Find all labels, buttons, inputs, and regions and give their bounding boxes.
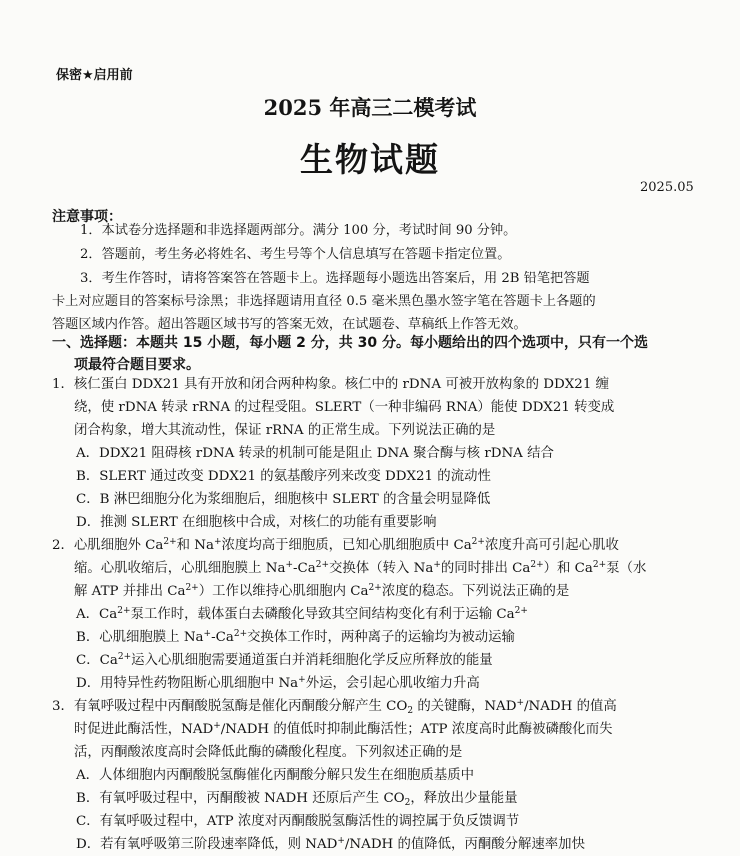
- q1-stem-line-2: 绕，使 rDNA 转录 rRNA 的过程受阻。SLERT（一种非编码 RNA）能使 DDX21 转变成: [74, 400, 615, 415]
- subject-title: 生物试题: [300, 140, 440, 179]
- q2-option-d: D．用特异性药物阻断心肌细胞中 Na+外运，会引起心肌收缩力升高: [76, 675, 480, 691]
- q2-option-b: B．心肌细胞膜上 $Na^+-Ca^{2+}$交换体工作时，两种离子的运输均为被动运输: [76, 629, 515, 645]
- q1-stem-line-3: 闭合构象，增大其流动性，保证 rRNA 的正常生成。下列说法正确的是: [74, 423, 496, 438]
- exam-date: 2025.05: [640, 180, 694, 195]
- q1-stem-line-1: 1．核仁蛋白 DDX21 具有开放和闭合两种构象。核仁中的 rDNA 可被开放构象的 DDX21 缠: [52, 377, 609, 392]
- q2-stem-line-1: 2．心肌细胞外 $Ca^{2+}$和 Na+浓度均高于细胞质，已知心肌细胞质中 $Ca^{2+}$浓度升高可引起心肌收: [52, 537, 619, 553]
- q3-option-d: D．若有氧呼吸第三阶段速率降低，则 NAD+/NADH 的值降低，丙酮酸分解速率加快: [76, 836, 585, 852]
- confidential-label: 保密★启用前: [56, 68, 133, 83]
- section-heading: 一、选择题：本题共 15 小题，每小题 2 分，共 30 分。每小题给出的四个选项中，只有一个选: [52, 335, 648, 351]
- notice-line-3: 3．考生作答时，请将答案答在答题卡上。选择题每小题选出答案后，用 2B 铅笔把答题: [80, 271, 590, 286]
- q2-stem-line-3: 解 ATP 并排出 $Ca^{2+}$）工作以维持心肌细胞内 $Ca^{2+}$浓度的稳态。下列说法正确的是: [74, 583, 570, 599]
- q2-option-c: C．$Ca^{2+}$运入心肌细胞需要通道蛋白并消耗细胞化学反应所释放的能量: [76, 652, 493, 668]
- q2-stem-line-2: 缩。心肌收缩后，心肌细胞膜上 $Na^+-Ca^{2+}$交换体（转入 Na+的同时排出 $Ca^{2+}$）和 $Ca^{2+}$泵（水: [74, 560, 647, 576]
- notice-line-1: 1．本试卷分选择题和非选择题两部分。满分 100 分，考试时间 90 分钟。: [80, 223, 517, 238]
- q3-option-a: A．人体细胞内丙酮酸脱氢酶催化丙酮酸分解只发生在细胞质基质中: [76, 768, 474, 783]
- q3-stem-line-3: 活，丙酮酸浓度高时会降低此酶的磷酸化程度。下列叙述正确的是: [74, 745, 463, 760]
- section-heading-cont: 项最符合题目要求。: [74, 357, 200, 373]
- q1-option-c: C．B 淋巴细胞分化为浆细胞后，细胞核中 SLERT 的含量会明显降低: [76, 492, 491, 507]
- q1-option-b: B．SLERT 通过改变 DDX21 的氨基酸序列来改变 DDX21 的流动性: [76, 469, 491, 484]
- notice-line-5: 答题区域内作答。超出答题区域书写的答案无效，在试题卷、草稿纸上作答无效。: [52, 317, 527, 332]
- exam-title: 2025 年高三二模考试: [263, 95, 477, 120]
- q1-option-a: A．DDX21 阻碍核 rDNA 转录的机制可能是阻止 DNA 聚合酶与核 rDNA 结合: [76, 446, 554, 461]
- q3-stem-line-2: 时促进此酶活性，NAD+/NADH 的值低时抑制此酶活性；ATP 浓度高时此酶被磷酸化而失: [74, 721, 613, 737]
- q3-option-c: C．有氧呼吸过程中，ATP 浓度对丙酮酸脱氢酶活性的调控属于负反馈调节: [76, 814, 520, 829]
- q1-option-d: D．推测 SLERT 在细胞核中合成，对核仁的功能有重要影响: [76, 515, 437, 530]
- q3-stem-line-1: 3．有氧呼吸过程中丙酮酸脱氢酶是催化丙酮酸分解产生 $CO_2$ 的关键酶，NAD+/NADH 的值高: [52, 698, 617, 716]
- notice-line-2: 2．答题前，考生务必将姓名、考生号等个人信息填写在答题卡指定位置。: [80, 247, 511, 262]
- q2-option-a: A．$Ca^{2+}$泵工作时，载体蛋白去磷酸化导致其空间结构变化有利于运输 $Ca^{2+}$: [76, 606, 528, 622]
- notice-heading: 注意事项：: [52, 209, 122, 225]
- notice-line-4: 卡上对应题目的答案标号涂黑；非选择题请用直径 0.5 毫米黑色墨水签字笔在答题卡上各题的: [52, 294, 596, 309]
- q3-option-b: B．有氧呼吸过程中，丙酮酸被 NADH 还原后产生 $CO_2$，释放出少量能量: [76, 791, 518, 808]
